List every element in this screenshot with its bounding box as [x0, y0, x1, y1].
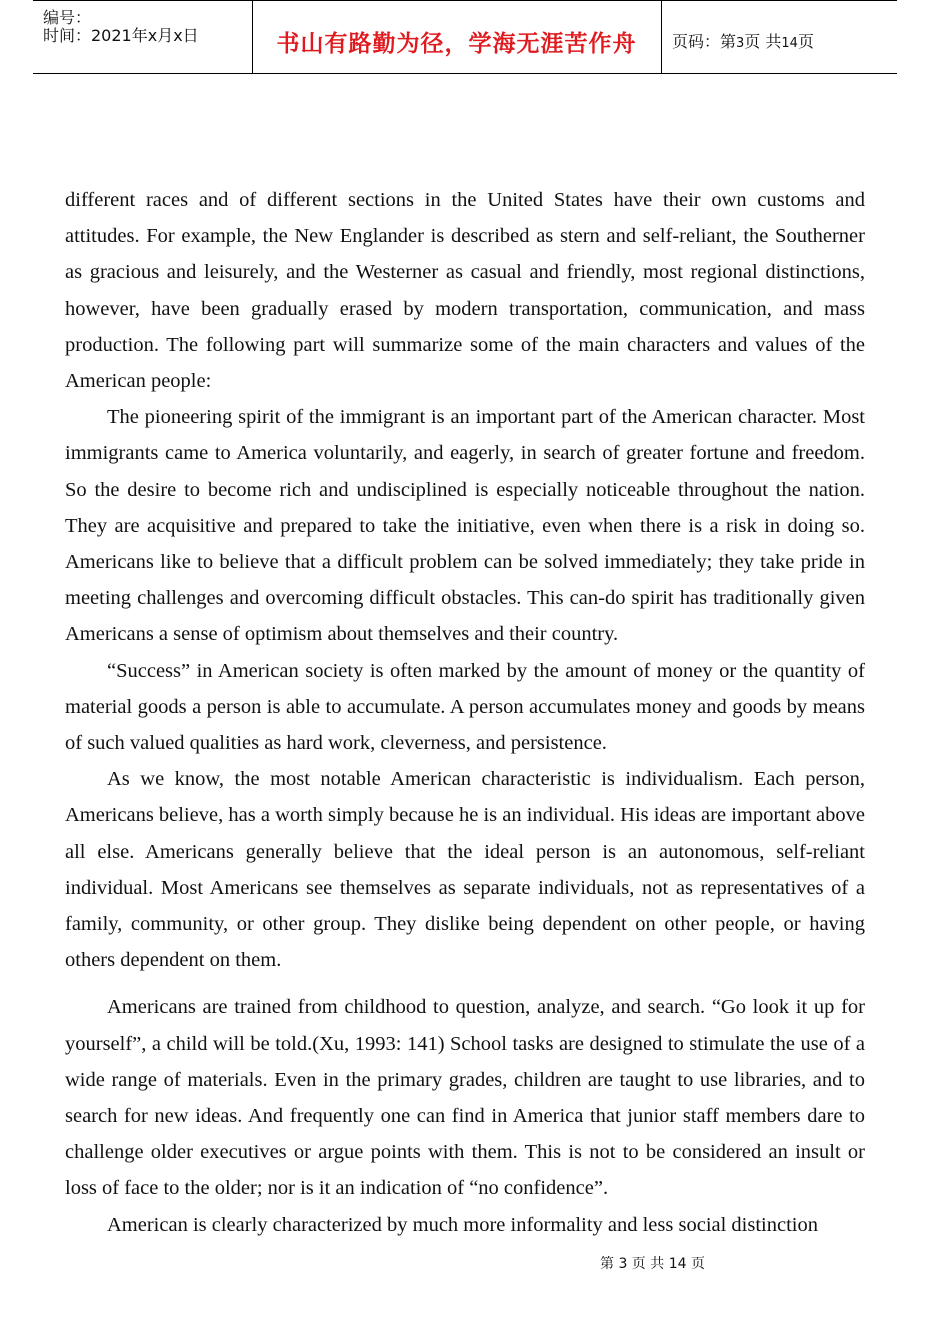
document-body	[65, 182, 865, 1243]
document-number-label: 编号：	[43, 8, 92, 27]
page-header	[33, 0, 897, 74]
document-time-label: 时间：2021年x月x日	[43, 26, 199, 45]
paragraph-5: Americans are trained from childhood to question, analyze, and search. “Go look it up for yourself”, a child will be told.(Xu, 1993: 141) School tasks are designed to stimulate the use of a wide range of materials. Even in the primary grades, children are taught to use libraries, and to search for new ideas. And frequently one can find in America that junior staff members dare to challenge older executives or argue points with them. This is not to be considered an insult or loss of face to the older; nor is it an indication of “no confidence”.	[65, 996, 865, 1200]
page-suffix: 页	[797, 32, 814, 51]
page-mid: 页 共	[744, 32, 782, 51]
page-footer: 第 3 页 共 14 页	[600, 1256, 705, 1272]
paragraph-1: different races and of different sections in the United States have their own customs and attitudes. For example, the New Englander is described as stern and self-reliant, the Southerner as gracious and leisurely, and the Westerner as casual and friendly, most regional distinctions, however, have been gradually erased by modern transportation, communication, and mass production. The following part will summarize some of the main characters and values of the American people:	[65, 189, 865, 393]
page-current: 3	[736, 36, 745, 51]
page-total: 14	[781, 36, 798, 51]
paragraph-4: As we know, the most notable American characteristic is individualism. Each person, Americans believe, has a worth simply because he is an individual. His ideas are important above all else. Americans generally believe that the ideal person is an autonomous, self-reliant individual. Most Americans see themselves as separate individuals, not as representatives of a family, community, or other group. They dislike being dependent on other people, or having others dependent on them.	[65, 768, 865, 972]
header-motto: 书山有路勤为径，学海无涯苦作舟	[276, 31, 637, 57]
header-meta-cell	[33, 1, 253, 73]
paragraph-2: The pioneering spirit of the immigrant is an important part of the American character. Most immigrants came to America voluntarily, and eagerly, in search of greater fortune and freedom. So the desire to become rich and undisciplined is especially noticeable throughout the nation. They are acquisitive and prepared to take the initiative, even when there is a risk in doing so. Americans like to believe that a difficult problem can be solved immediately; they take pride in meeting challenges and overcoming difficult obstacles. This can-do spirit has traditionally given Americans a sense of optimism about themselves and their country.	[65, 406, 865, 646]
paragraph-3: “Success” in American society is often marked by the amount of money or the quantity of material goods a person is able to accumulate. A person accumulates money and goods by means of such valued qualities as hard work, cleverness, and persistence.	[65, 659, 865, 755]
header-page-cell	[662, 1, 897, 73]
page-prefix: 页码：第	[672, 32, 737, 51]
header-page-info	[672, 29, 814, 52]
paragraph-6: American is clearly characterized by much more informality and less social distinction	[107, 1213, 818, 1236]
header-motto-cell	[252, 1, 662, 73]
